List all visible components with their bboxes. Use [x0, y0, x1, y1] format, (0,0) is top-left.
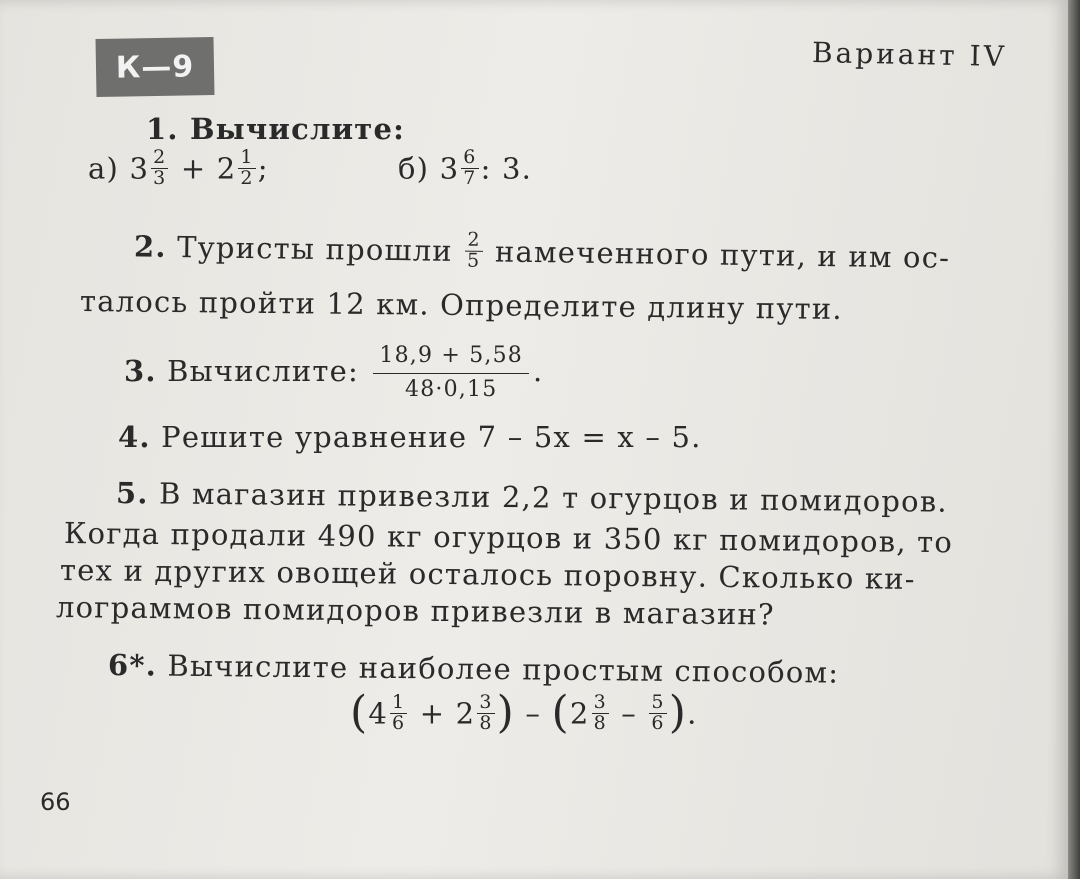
- variant-label: Вариант IV: [811, 35, 1008, 74]
- page-edge-shadow: [1068, 0, 1080, 879]
- test-badge: К—9: [96, 37, 215, 97]
- task1-part-b: б) 3 $\frac{6}{7}$ : 3.: [398, 146, 533, 189]
- fraction: $\frac{6}{7}$: [463, 146, 477, 189]
- fraction: $\frac{1}{2}$: [240, 146, 254, 189]
- task3: 3. Вычислите: $\frac{18,9 + 5,58}{48\cdot 0,15}$ .: [124, 342, 543, 404]
- task6-expression: (4 $\frac{1}{6}$ + 2 $\frac{3}{8}$ ) – (2 $\frac{3}{8}$ – $\frac{5}{6}$ ).: [350, 687, 698, 738]
- task1-part-a: а) 3 $\frac{2}{3}$ + 2 $\frac{1}{2}$ ;: [88, 146, 269, 189]
- task2-line2: талось пройти 12 км. Определите длину пути.: [79, 284, 843, 326]
- task2-line1: 2. Туристы прошли $\frac{2}{5}$ намеченного пути, и им ос-: [133, 228, 951, 275]
- fraction: $\frac{3}{8}$: [593, 691, 607, 734]
- task4: 4. Решите уравнение 7 – 5x = x – 5.: [118, 420, 702, 454]
- task5-line3: тех и других овощей осталось поровну. Сколько ки-: [59, 553, 916, 596]
- task5-line4: лограммов помидоров привезли в магазин?: [55, 590, 775, 632]
- fraction: $\frac{3}{8}$: [479, 691, 493, 734]
- fraction: $\frac{5}{6}$: [651, 691, 665, 734]
- task5-line1: 5. В магазин привезли 2,2 т огурцов и помидоров.: [115, 476, 948, 519]
- fraction: $\frac{2}{5}$: [466, 228, 481, 272]
- task6-title: 6*. Вычислите наиболее простым способом:: [107, 648, 840, 690]
- page-number: 66: [40, 788, 71, 816]
- task5-line2: Когда продали 490 кг огурцов и 350 кг помидоров, то: [63, 516, 954, 560]
- task1-title: 1. Вычислите:: [146, 112, 406, 146]
- fraction: $\frac{1}{6}$: [392, 691, 406, 734]
- task3-fraction: $\frac{18,9 + 5,58}{48\cdot 0,15}$: [373, 342, 529, 404]
- fraction: $\frac{2}{3}$: [153, 146, 167, 189]
